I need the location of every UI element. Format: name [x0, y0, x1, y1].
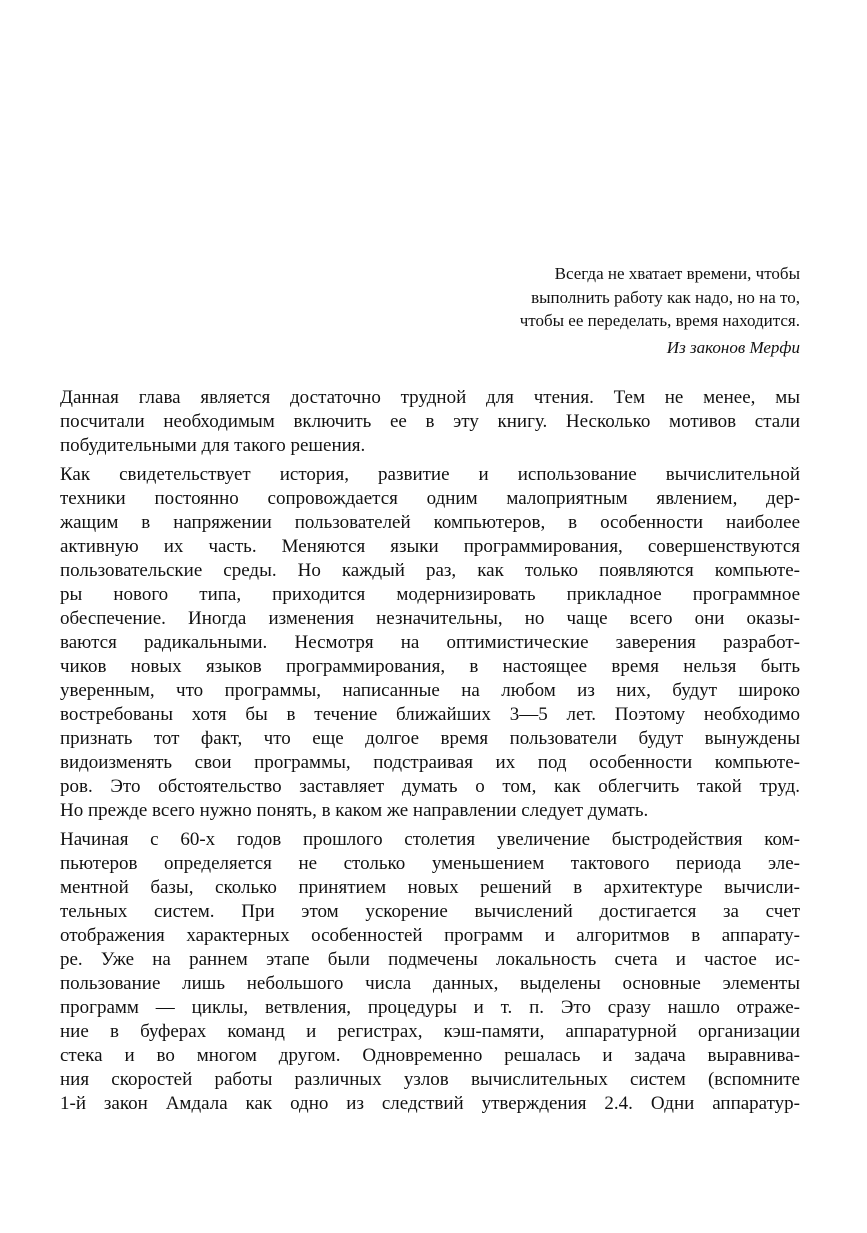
epigraph-line: чтобы ее переделать, время находится. — [519, 311, 800, 330]
text-line: ментной базы, сколько принятием новых решений в архитектуре вычисли- — [60, 877, 800, 898]
epigraph — [520, 262, 800, 359]
text-line: Начиная с 60-х годов прошлого столетия увеличение быстродействия ком- — [60, 829, 800, 850]
text-line: ры нового типа, приходится модернизировать прикладное программное — [60, 584, 800, 605]
text-line: побудительными для такого решения. — [60, 435, 366, 456]
text-line: отображения характерных особенностей программ и алгоритмов в аппарату- — [60, 925, 800, 946]
paragraph — [60, 828, 800, 1116]
text-line: видоизменять свои программы, подстраивая их под особенности компьюте- — [60, 752, 800, 773]
text-line: Но прежде всего нужно понять, в каком же направлении следует думать. — [60, 800, 649, 821]
text-line: востребованы хотя бы в течение ближайших 3—5 лет. Поэтому необходимо — [60, 704, 800, 725]
text-line: 1-й закон Амдала как одно из следствий утверждения 2.4. Одни аппаратур- — [60, 1093, 800, 1114]
epigraph-line: Всегда не хватает времени, чтобы — [554, 264, 800, 283]
text-line: чиков новых языков программирования, в настоящее время нельзя быть — [60, 656, 800, 677]
paragraph — [60, 386, 800, 458]
text-line: ров. Это обстоятельство заставляет думать о том, как облегчить такой труд. — [60, 776, 800, 797]
text-line: пьютеров определяется не столько уменьшением тактового периода эле- — [60, 853, 800, 874]
text-line: посчитали необходимым включить ее в эту книгу. Несколько мотивов стали — [60, 411, 800, 432]
epigraph-line: выполнить работу как надо, но на то, — [531, 287, 800, 307]
text-line: пользование лишь небольшого числа данных, выделены основные элементы — [60, 973, 800, 994]
text-line: Как свидетельствует история, развитие и использование вычислительной — [60, 464, 800, 485]
epigraph-source: Из законов Мерфи — [666, 337, 800, 357]
text-line: Данная глава является достаточно трудной для чтения. Тем не менее, мы — [60, 387, 800, 408]
text-line: ре. Уже на раннем этапе были подмечены локальность счета и частое ис- — [60, 949, 800, 970]
text-line: программ — циклы, ветвления, процедуры и т. п. Это сразу нашло отраже- — [60, 997, 800, 1018]
text-line: обеспечение. Иногда изменения незначительны, но чаще всего они оказы- — [60, 608, 800, 629]
text-line: ние в буферах команд и регистрах, кэш-памяти, аппаратурной организации — [60, 1021, 800, 1042]
text-line: ваются радикальными. Несмотря на оптимистические заверения разработ- — [60, 632, 800, 653]
text-line: ния скоростей работы различных узлов вычислительных систем (вспомните — [60, 1069, 800, 1090]
text-line: пользовательские среды. Но каждый раз, как только появляются компьюте- — [60, 560, 800, 581]
text-line: жащим в напряжении пользователей компьютеров, в особенности наиболее — [60, 512, 800, 533]
text-line: уверенным, что программы, написанные на любом из них, будут широко — [60, 680, 800, 701]
chapter-body-text — [60, 386, 800, 1121]
paragraph — [60, 463, 800, 823]
text-line: тельных систем. При этом ускорение вычислений достигается за счет — [60, 901, 800, 922]
text-line: активную их часть. Меняются языки программирования, совершенствуются — [60, 536, 800, 557]
text-line: признать тот факт, что еще долгое время пользователи будут вынуждены — [60, 728, 800, 749]
text-line: стека и во многом другом. Одновременно решалась и задача выравнива- — [60, 1045, 800, 1066]
text-line: техники постоянно сопровождается одним малоприятным явлением, дер- — [60, 488, 800, 509]
